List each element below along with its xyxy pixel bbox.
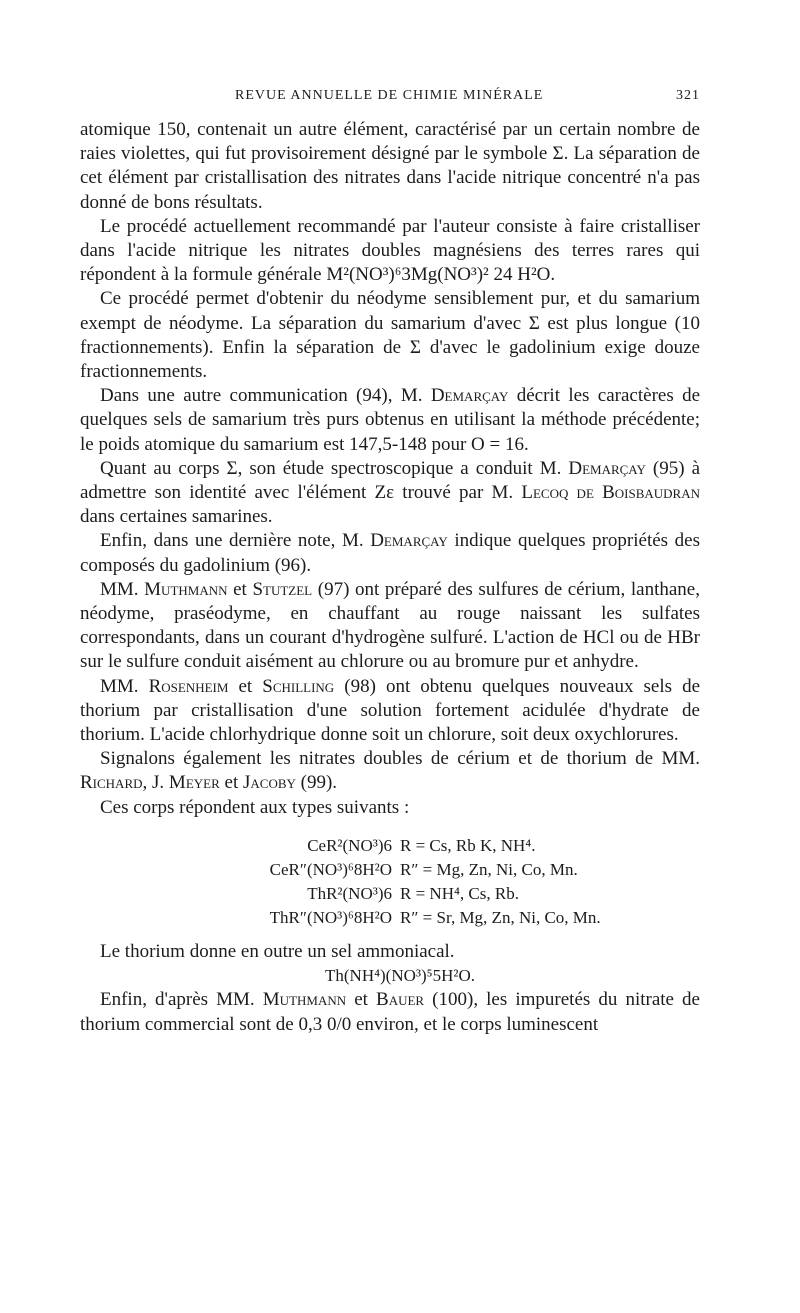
text-run: Le procédé actuellement recommandé par l'auteur consiste à faire cristalliser dans l'acide nitrique les nitrates doubles magnésiens des terres rares qui répondent à la formule générale M²(NO³)⁶3Mg(NO³)² 24 H²O. [80, 215, 700, 286]
ammonium-sentence: Le thorium donne en outre un sel ammoniacal. [100, 940, 455, 962]
text-run: et [219, 772, 243, 794]
text-run: (98) ont obtenu quelques nouveaux sels de thorium par cristallisation d'une solution fortement acidulée d'hydrate de thorium. L'acide chlorhydrique donne soit un chlorure, soit deux oxychlorures. [80, 675, 701, 746]
author-name: Muthmann [262, 989, 347, 1011]
paragraph [80, 675, 700, 748]
formula-row [80, 858, 700, 882]
document-page [80, 84, 700, 1037]
text-run: Signalons également les nitrates doubles de cérium et de thorium de MM. [100, 748, 700, 770]
formula-table [80, 834, 700, 930]
paragraph [80, 529, 700, 577]
page-header [80, 84, 700, 108]
text-run: Enfin, dans une dernière note, M. [100, 530, 371, 552]
formula-substituents: R = NH⁴, Cs, Rb. [400, 883, 519, 903]
paragraph [80, 578, 700, 675]
author-name: Demarçay [370, 530, 448, 552]
text-run: (99). [295, 772, 338, 794]
body-text [80, 118, 700, 1037]
text-run: , J. [142, 772, 169, 794]
formula-row [80, 906, 700, 930]
author-name: Meyer [168, 772, 220, 794]
author-name: Stutzel [252, 578, 313, 600]
formula-compound: CeR²(NO³)6 [307, 835, 392, 855]
text-run: indique quelques propriétés des composés du gadolinium (96). [80, 530, 700, 576]
formula-row [80, 834, 700, 858]
running-title: REVUE ANNUELLE DE CHIMIE MINÉRALE [235, 88, 544, 103]
formula-compound: ThR²(NO³)6 [307, 883, 392, 903]
text-run: et [346, 989, 377, 1011]
paragraph [80, 747, 700, 795]
text-run: (100), les impuretés du nitrate de thorium commercial sont de 0,3 0/0 environ, et le corps luminescent [80, 989, 700, 1035]
author-name: Bauer [376, 989, 425, 1011]
author-name: Rosenheim [148, 675, 229, 697]
text-run: Ce procédé permet d'obtenir du néodyme sensiblement pur, et du samarium exempt de néodyme. La séparation du samarium d'avec Σ est plus longue (10 fractionnements). Enfin la séparation de Σ d'avec le gadolinium exige douze fractionnements. [80, 288, 700, 383]
paragraph [80, 384, 700, 457]
author-name: Demarçay [568, 457, 646, 479]
formula-compound: CeR″(NO³)⁶8H²O [269, 859, 392, 879]
author-name: Lecoq de Boisbaudran [521, 482, 700, 504]
text-run: Quant au corps Σ, son étude spectroscopique a conduit M. [100, 457, 569, 479]
formula-substituents: R = Cs, Rb K, NH⁴. [400, 835, 536, 855]
text-run: et [228, 675, 263, 697]
final-paragraph [80, 988, 700, 1036]
paragraph-list [80, 118, 700, 820]
text-run: et [227, 578, 253, 600]
text-run: MM. [100, 675, 149, 697]
text-run: (97) ont préparé des sulfures de cérium, lanthane, néodyme, praséodyme, en chauffant au rouge naissant les sulfates correspondants, dans un courant d'hydrogène sulfuré. L'action de HCl ou de HBr sur le sulfure conduit aisément au chlorure ou au bromure pur et anhydre. [80, 578, 700, 673]
formula-substituents: R″ = Mg, Zn, Ni, Co, Mn. [400, 859, 578, 879]
author-name: Muthmann [144, 578, 228, 600]
paragraph [80, 118, 700, 215]
paragraph [80, 215, 700, 288]
text-run: Enfin, d'après MM. [100, 989, 263, 1011]
ammonium-formula: Th(NH⁴)(NO³)⁵5H²O. [325, 966, 475, 986]
author-name: Richard [80, 772, 143, 794]
paragraph [80, 796, 700, 820]
text-run: Ces corps répondent aux types suivants : [100, 796, 410, 818]
formula-substituents: R″ = Sr, Mg, Zn, Ni, Co, Mn. [400, 907, 601, 927]
author-name: Demarçay [430, 385, 509, 407]
author-name: Jacoby [242, 772, 296, 794]
paragraph [80, 287, 700, 384]
text-run: dans certaines samarines. [80, 506, 273, 528]
text-run: (95) à admettre son identité avec l'élément Zε trouvé par M. [80, 457, 700, 504]
text-run: décrit les caractères de quelques sels de samarium très purs obtenus en utilisant la méthode précédente; le poids atomique du samarium est 147,5-148 pour O = 16. [80, 385, 701, 455]
text-run: MM. [100, 578, 145, 600]
text-run: atomique 150, contenait un autre élément, caractérisé par un certain nombre de raies violettes, qui fut provisoirement désigné par le symbole Σ. La séparation de cet élément par cristallisation des nitrates dans l'acide nitrique concentré n'a pas donné de bons résultats. [80, 119, 700, 213]
page-number: 321 [676, 88, 700, 103]
author-name: Schilling [262, 675, 335, 697]
paragraph [80, 457, 700, 530]
formula-compound: ThR″(NO³)⁶8H²O [269, 907, 392, 927]
text-run: Dans une autre communication (94), M. [100, 385, 431, 407]
formula-row [80, 882, 700, 906]
